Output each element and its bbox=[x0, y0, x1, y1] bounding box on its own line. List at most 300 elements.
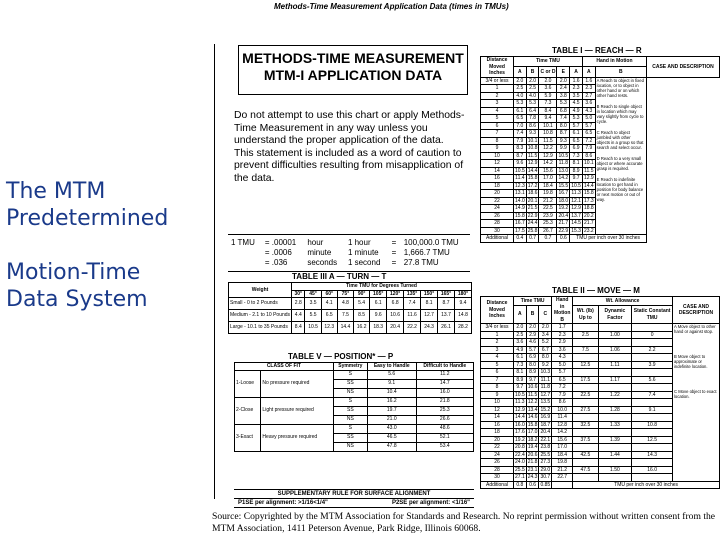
table-cell: 28 bbox=[481, 466, 514, 474]
tmu-cell: 1 minute bbox=[347, 248, 379, 257]
table-cell: 4.3 bbox=[552, 354, 573, 362]
table-cell: 8.1 bbox=[421, 298, 438, 310]
col-letter: E bbox=[557, 67, 570, 77]
table-cell: 5.3 bbox=[526, 100, 539, 108]
table-cell: 11.6 bbox=[404, 310, 421, 322]
table-cell: 7.8 bbox=[526, 115, 539, 123]
table-cell: 7.2 bbox=[552, 384, 573, 392]
table-cell: 10 bbox=[481, 399, 514, 407]
table-cell: 22.4 bbox=[515, 451, 525, 458]
table-cell: 8.6 bbox=[582, 152, 595, 160]
table-cell: 0.7 bbox=[526, 235, 539, 243]
tmu-cell: minute bbox=[307, 248, 332, 257]
degree-header: 45° bbox=[305, 290, 321, 298]
table-cell: 18.6 bbox=[527, 190, 538, 196]
table-cell: 5.7 bbox=[526, 346, 539, 354]
table-cell: 19.8 bbox=[539, 190, 557, 198]
table-cell: 8.6 bbox=[552, 399, 573, 407]
table-cell: 10.1 bbox=[583, 160, 594, 166]
table-cell: 21.5 bbox=[527, 205, 538, 211]
table-cell: 2.4 bbox=[557, 85, 570, 93]
table-cell: 27.1 bbox=[515, 474, 525, 480]
case-item: C Move object to exact location. bbox=[674, 389, 717, 399]
table-cell: 10.4 bbox=[367, 388, 416, 397]
table-cell: 14.0 bbox=[515, 197, 525, 204]
table-cell: 4.8 bbox=[337, 298, 353, 310]
table-cell bbox=[573, 474, 598, 482]
col-header: Time TMU bbox=[514, 297, 552, 306]
table-cell: 9.9 bbox=[557, 145, 570, 153]
table-cell: 3.6 bbox=[552, 346, 573, 354]
fit-pressure: Heavy pressure required bbox=[261, 424, 333, 451]
table-cell: 21.2 bbox=[539, 197, 557, 205]
table-cell: 11.5 bbox=[584, 167, 594, 174]
col-letter: A bbox=[514, 67, 527, 77]
table-cell: 18.8 bbox=[583, 205, 594, 211]
col-letter: C bbox=[539, 306, 552, 324]
tmu-cell: 1 TMU bbox=[231, 238, 255, 247]
table-cell: 7.9 bbox=[582, 145, 595, 153]
table-cell: 6.1 bbox=[570, 130, 583, 138]
additional-note: TMU per inch over 30 inches bbox=[573, 481, 720, 489]
col-header: CLASS OF FIT bbox=[235, 363, 334, 371]
table-cell: 9.3 bbox=[557, 137, 570, 145]
col-header: Static Constant TMU bbox=[632, 306, 673, 324]
table-cell: 9 bbox=[481, 391, 514, 399]
table-cell: 26 bbox=[481, 212, 514, 220]
table-cell: 6.8 bbox=[557, 107, 570, 115]
table-cell: 24.4 bbox=[527, 220, 538, 226]
table-cell: Additional bbox=[481, 481, 514, 489]
table-cell: 21.2 bbox=[552, 466, 573, 474]
table-cell bbox=[573, 429, 598, 437]
table-cell: 15.8 bbox=[583, 190, 594, 196]
table-cell: 14 bbox=[481, 167, 514, 175]
col-header: Wt. (lb) Up to bbox=[573, 306, 598, 324]
table-cell: 8.6 bbox=[526, 122, 539, 130]
table-cell bbox=[573, 369, 598, 377]
caution-text: Do not attempt to use this chart or apply Methods-Time Measurement in any way unless you understand the proper application of the data. This statement is included as a word of caution to prevent difficulties resulting from misapplication of the data. bbox=[234, 110, 465, 184]
table-cell: 2.0 bbox=[526, 324, 539, 332]
reach-table bbox=[480, 56, 720, 243]
table-cell: 14.4 bbox=[527, 167, 538, 174]
table-cell: 9.7 bbox=[570, 175, 583, 183]
table-cell: 8.9 bbox=[570, 167, 583, 175]
table-cell: 7.0 bbox=[514, 122, 527, 130]
tmu-cell: 1 hour bbox=[347, 238, 371, 247]
table-cell: 8.0 bbox=[539, 354, 552, 362]
case-descriptions bbox=[673, 324, 720, 482]
table-cell: 19.2 bbox=[515, 436, 525, 443]
col-header: Wt. Allowance bbox=[573, 297, 673, 306]
heading-line: Data System bbox=[6, 287, 148, 312]
table-cell: 10.5 bbox=[305, 322, 321, 334]
table-cell: 10.1 bbox=[539, 122, 557, 130]
table-cell bbox=[632, 339, 673, 347]
table-cell: 18 bbox=[481, 182, 514, 190]
title-line: METHODS-TIME MEASUREMENT bbox=[242, 50, 464, 66]
tmu-cell: = .00001 bbox=[264, 238, 297, 247]
table-cell: SS bbox=[333, 406, 367, 415]
table-cell: 22 bbox=[481, 444, 514, 452]
table-cell: 20.8 bbox=[515, 444, 525, 450]
table-cell: 0.8 bbox=[514, 481, 527, 489]
table-cell: 10.5 bbox=[558, 152, 569, 159]
table-cell: 8.4 bbox=[292, 322, 305, 334]
table-cell: 10.5 bbox=[515, 391, 525, 398]
table-cell: 2.0 bbox=[514, 77, 527, 85]
table-cell: 2.3 bbox=[582, 85, 595, 93]
table-cell: 30.7 bbox=[540, 474, 551, 480]
table-cell: 22 bbox=[481, 197, 514, 205]
table-cell: 10.1 bbox=[527, 137, 538, 144]
table-cell bbox=[632, 399, 673, 407]
table-cell: 1.50 bbox=[598, 466, 632, 474]
table-cell bbox=[632, 474, 673, 482]
col-header: Time TMU for Degrees Turned bbox=[292, 283, 472, 291]
table-cell: 11.5 bbox=[527, 152, 538, 159]
table-cell: 3.4 bbox=[539, 331, 552, 339]
table-cell: 18.4 bbox=[552, 451, 573, 459]
table-cell: 9.2 bbox=[539, 361, 552, 369]
title-line: MTM-I APPLICATION DATA bbox=[263, 67, 443, 83]
table-cell: 12.5 bbox=[573, 361, 598, 369]
table-cell: SS bbox=[333, 433, 367, 442]
reach-table-title: TABLE I — REACH — R bbox=[552, 46, 642, 55]
table-cell: 1.11 bbox=[598, 361, 632, 369]
table-cell: 3.8 bbox=[557, 92, 570, 100]
table-cell: 12.3 bbox=[321, 322, 337, 334]
table-cell: 25.3 bbox=[539, 220, 557, 228]
table-cell: 25.5 bbox=[515, 466, 525, 473]
slide-heading bbox=[6, 178, 206, 313]
table-cell bbox=[632, 429, 673, 437]
supplementary-rule bbox=[234, 489, 474, 508]
table-cell: 5.7 bbox=[570, 122, 583, 130]
table-cell: 17.0 bbox=[527, 429, 538, 435]
table-cell: 14.6 bbox=[527, 414, 538, 420]
table-cell: 7 bbox=[481, 376, 514, 384]
table-cell: 19.2 bbox=[558, 205, 569, 211]
table-cell: 42.5 bbox=[573, 451, 598, 459]
table-cell: 15.6 bbox=[539, 167, 557, 175]
table-cell: 7.4 bbox=[514, 130, 527, 138]
table-cell: 16.7 bbox=[558, 190, 569, 196]
table-cell: S bbox=[333, 370, 367, 379]
degree-header: 120° bbox=[387, 290, 404, 298]
table-cell: 10.8 bbox=[527, 145, 538, 151]
degree-header: 60° bbox=[321, 290, 337, 298]
table-cell: 11.3 bbox=[571, 190, 581, 196]
table-cell: 8 bbox=[481, 384, 514, 392]
table-cell: 3.6 bbox=[582, 100, 595, 108]
table-cell: 2.0 bbox=[539, 324, 552, 332]
table-cell bbox=[598, 399, 632, 407]
table-cell: 9 bbox=[481, 145, 514, 153]
table-cell: 22.1 bbox=[540, 436, 551, 443]
move-table bbox=[480, 296, 720, 489]
table-cell: 46.5 bbox=[367, 433, 416, 442]
table-cell: 14.8 bbox=[454, 310, 471, 322]
table-cell: NS bbox=[333, 442, 367, 451]
table-cell: 12.2 bbox=[527, 399, 538, 405]
table-cell: 43.0 bbox=[367, 424, 416, 433]
table-cell: 5 bbox=[481, 361, 514, 369]
table-cell: 14.2 bbox=[558, 175, 569, 181]
divider bbox=[214, 44, 215, 499]
table-cell: 20.1 bbox=[527, 197, 538, 204]
table-cell: 17.3 bbox=[583, 197, 594, 204]
table-cell: 5.3 bbox=[557, 100, 570, 108]
degree-header: 135° bbox=[404, 290, 421, 298]
tmu-cell: 100,000.0 TMU bbox=[403, 238, 459, 247]
table-cell: 6.8 bbox=[387, 298, 404, 310]
table-cell: 12.7 bbox=[421, 310, 438, 322]
table-cell: 5.3 bbox=[514, 100, 527, 108]
table-cell: 4.4 bbox=[292, 310, 305, 322]
table-cell: 16 bbox=[481, 175, 514, 183]
table-cell: 7.3 bbox=[539, 100, 557, 108]
turn-table-title: TABLE III A — TURN — T bbox=[292, 272, 387, 281]
col-letter: A bbox=[514, 306, 527, 324]
table-cell: 3.9 bbox=[632, 361, 673, 369]
table-cell: 1.6 bbox=[570, 77, 583, 85]
additional-note: TMU per inch over 30 inches bbox=[570, 235, 647, 243]
table-cell: 5.6 bbox=[632, 376, 673, 384]
table-cell: 7 bbox=[481, 130, 514, 138]
table-cell: 7.4 bbox=[632, 391, 673, 399]
table-cell: 8.0 bbox=[526, 361, 539, 369]
table-cell: 6.5 bbox=[321, 310, 337, 322]
table-cell: 7.5 bbox=[573, 346, 598, 354]
table-cell: 16.2 bbox=[367, 397, 416, 406]
table-cell: 2.0 bbox=[557, 77, 570, 85]
table-cell: 17.2 bbox=[527, 182, 538, 189]
table-cell: 5.2 bbox=[539, 339, 552, 347]
table-cell: 3/4 or less bbox=[481, 324, 514, 332]
table-cell: 12.2 bbox=[539, 145, 557, 153]
table-cell: 8.5 bbox=[354, 310, 370, 322]
col-letter: B bbox=[595, 67, 646, 77]
table-cell: 48.6 bbox=[416, 424, 473, 433]
supplementary-title: SUPPLEMENTARY RULE FOR SURFACE ALIGNMENT bbox=[234, 489, 474, 498]
table-cell: 26 bbox=[481, 459, 514, 467]
table-cell: 24 bbox=[481, 205, 514, 213]
table-cell: 6.1 bbox=[514, 354, 527, 362]
table-cell: S bbox=[333, 424, 367, 433]
table-cell: 9.7 bbox=[526, 376, 539, 384]
table-cell: 11.4 bbox=[552, 414, 573, 422]
table-cell: 2.7 bbox=[582, 92, 595, 100]
table-cell: 5.5 bbox=[305, 310, 321, 322]
col-letter: B bbox=[526, 306, 539, 324]
table-cell: 14.4 bbox=[337, 322, 353, 334]
heading-line: Motion-Time bbox=[6, 260, 141, 285]
case-item: C Reach to object jumbled with other objects in a group so that search and select occur. bbox=[596, 129, 644, 150]
fit-class: 2-Close bbox=[235, 397, 261, 424]
table-row bbox=[481, 235, 720, 243]
table-cell: 25.3 bbox=[416, 406, 473, 415]
table-cell: 32.5 bbox=[573, 421, 598, 429]
table-cell: 14 bbox=[481, 414, 514, 422]
table-cell: 17.0 bbox=[539, 175, 557, 183]
table-cell: 18.4 bbox=[539, 182, 557, 190]
table-cell: 25.8 bbox=[527, 227, 538, 234]
table-cell: 17.5 bbox=[515, 227, 525, 234]
table-cell bbox=[573, 444, 598, 452]
table-cell: 6 bbox=[481, 122, 514, 130]
table-row bbox=[481, 481, 720, 489]
table-cell: 14.5 bbox=[571, 220, 581, 226]
table-cell: 20.4 bbox=[558, 212, 569, 219]
table-cell: 22.7 bbox=[552, 474, 573, 482]
table-cell: 15.8 bbox=[527, 175, 538, 181]
table-cell: 18 bbox=[481, 429, 514, 437]
table-cell: 24.0 bbox=[515, 459, 525, 465]
table-cell: 3/4 or less bbox=[481, 77, 514, 85]
table-cell: 10.8 bbox=[539, 130, 557, 138]
table-cell: 19.8 bbox=[552, 459, 573, 467]
table-cell: 18.3 bbox=[370, 322, 387, 334]
table-cell: 2.9 bbox=[526, 331, 539, 339]
table-cell: 7.5 bbox=[337, 310, 353, 322]
case-item: A Reach to object in fixed location, or to object in other hand or on which other hand rests. bbox=[596, 77, 644, 98]
table-cell: 21.7 bbox=[583, 220, 594, 226]
case-item: B Reach to single object in location which may vary slightly from cycle to cycle. bbox=[596, 103, 644, 124]
table-row bbox=[235, 370, 474, 379]
table-cell: 9.6 bbox=[514, 160, 527, 168]
table-cell: 5.6 bbox=[367, 370, 416, 379]
table-row bbox=[229, 322, 472, 334]
table-cell: 1.44 bbox=[598, 451, 632, 459]
table-cell bbox=[573, 399, 598, 407]
table-cell: 9.4 bbox=[454, 298, 471, 310]
table-cell: 22.5 bbox=[539, 205, 557, 213]
table-cell bbox=[632, 369, 673, 377]
table-cell: 9.7 bbox=[514, 384, 527, 392]
table-cell: 26.1 bbox=[438, 322, 455, 334]
position-table bbox=[234, 362, 474, 452]
table-cell: 2 bbox=[481, 339, 514, 347]
table-cell: 8.1 bbox=[514, 369, 527, 377]
table-cell bbox=[598, 369, 632, 377]
case-descriptions bbox=[595, 77, 646, 235]
table-cell: 16.9 bbox=[540, 414, 551, 420]
table-cell: 37.5 bbox=[573, 436, 598, 444]
table-cell: 6 bbox=[481, 369, 514, 377]
table-cell: 0.7 bbox=[539, 235, 557, 243]
table-cell: 6.9 bbox=[570, 145, 583, 153]
col-header: Distance Moved Inches bbox=[481, 297, 514, 324]
table-cell: 5.0 bbox=[582, 115, 595, 123]
table-cell: 5.4 bbox=[354, 298, 370, 310]
col-header: Easy to Handle bbox=[367, 363, 416, 371]
table-cell: Large - 10.1 to 35 Pounds bbox=[229, 322, 292, 334]
table-cell: 20.4 bbox=[387, 322, 404, 334]
table-cell: 29.0 bbox=[540, 466, 551, 473]
col-letter: A bbox=[570, 67, 583, 77]
table-cell: 22.9 bbox=[527, 212, 538, 219]
table-cell: 8.4 bbox=[539, 107, 557, 115]
degree-header: 180° bbox=[454, 290, 471, 298]
table-cell: 11.3 bbox=[515, 399, 525, 405]
table-cell: 4.1 bbox=[321, 298, 337, 310]
table-cell: 10.5 bbox=[571, 182, 581, 189]
table-cell: 6.5 bbox=[552, 376, 573, 384]
table-cell: 5.9 bbox=[539, 92, 557, 100]
table-cell: 4 bbox=[481, 354, 514, 362]
table-cell: 13.1 bbox=[515, 190, 525, 196]
table-cell: 11.4 bbox=[515, 175, 525, 181]
table-cell: 23.1 bbox=[527, 466, 538, 473]
table-cell: 22.2 bbox=[404, 322, 421, 334]
table-cell: 0.6 bbox=[526, 481, 539, 489]
table-cell: 20 bbox=[481, 436, 514, 444]
table-cell: 9.6 bbox=[370, 310, 387, 322]
table-cell bbox=[598, 324, 632, 332]
table-cell: 4.0 bbox=[526, 92, 539, 100]
table-cell: 1.06 bbox=[598, 346, 632, 354]
col-header: Hand in Motion bbox=[582, 57, 646, 67]
table-cell bbox=[573, 459, 598, 467]
table-cell: 8.9 bbox=[526, 369, 539, 377]
degree-header: 105° bbox=[370, 290, 387, 298]
table-cell: 6.5 bbox=[570, 137, 583, 145]
table-cell: 20 bbox=[481, 190, 514, 198]
tmu-cell: = .0006 bbox=[264, 248, 292, 257]
table-cell: 6.1 bbox=[514, 107, 527, 115]
fit-class: 3-Exact bbox=[235, 424, 261, 451]
fit-pressure: No pressure required bbox=[261, 370, 333, 397]
table-cell: 10.6 bbox=[527, 384, 538, 390]
table-cell bbox=[632, 384, 673, 392]
table-cell: 15.2 bbox=[540, 406, 551, 413]
table-cell: Additional bbox=[481, 235, 514, 243]
table-cell bbox=[598, 414, 632, 422]
table-cell: 13.7 bbox=[571, 212, 581, 219]
table-cell: 3.6 bbox=[539, 85, 557, 93]
table-cell: 26.6 bbox=[416, 415, 473, 424]
table-cell: 16.0 bbox=[632, 466, 673, 474]
p1se-rule: P1SE per alignment: >1/16<1/4" bbox=[238, 500, 328, 506]
table-cell: 4.6 bbox=[526, 339, 539, 347]
table-cell: 12.9 bbox=[583, 175, 594, 181]
table-cell: 3.5 bbox=[570, 92, 583, 100]
table-cell: 26.7 bbox=[539, 227, 557, 235]
mtm-document bbox=[212, 0, 722, 546]
table-cell: 4.5 bbox=[570, 100, 583, 108]
table-cell: 1.39 bbox=[598, 436, 632, 444]
table-row bbox=[229, 298, 472, 310]
table-cell: 4.3 bbox=[582, 107, 595, 115]
table-cell: S bbox=[333, 397, 367, 406]
table-cell: SS bbox=[333, 379, 367, 388]
table-cell: 8.7 bbox=[514, 152, 527, 160]
table-cell: 7.9 bbox=[514, 137, 527, 145]
table-cell bbox=[552, 481, 573, 489]
col-header: Time TMU bbox=[514, 57, 583, 67]
table-cell: 2.5 bbox=[514, 85, 527, 93]
table-cell: 8.7 bbox=[438, 298, 455, 310]
col-header: Hand in Motion B bbox=[552, 297, 573, 324]
col-header: Symmetry bbox=[333, 363, 367, 371]
table-cell: 0.4 bbox=[514, 235, 527, 243]
table-cell: 9.4 bbox=[539, 115, 557, 123]
table-cell: 6.5 bbox=[582, 130, 595, 138]
table-cell: 8 bbox=[481, 137, 514, 145]
tmu-cell: = .036 bbox=[264, 258, 288, 267]
table-cell: 47.5 bbox=[573, 466, 598, 474]
